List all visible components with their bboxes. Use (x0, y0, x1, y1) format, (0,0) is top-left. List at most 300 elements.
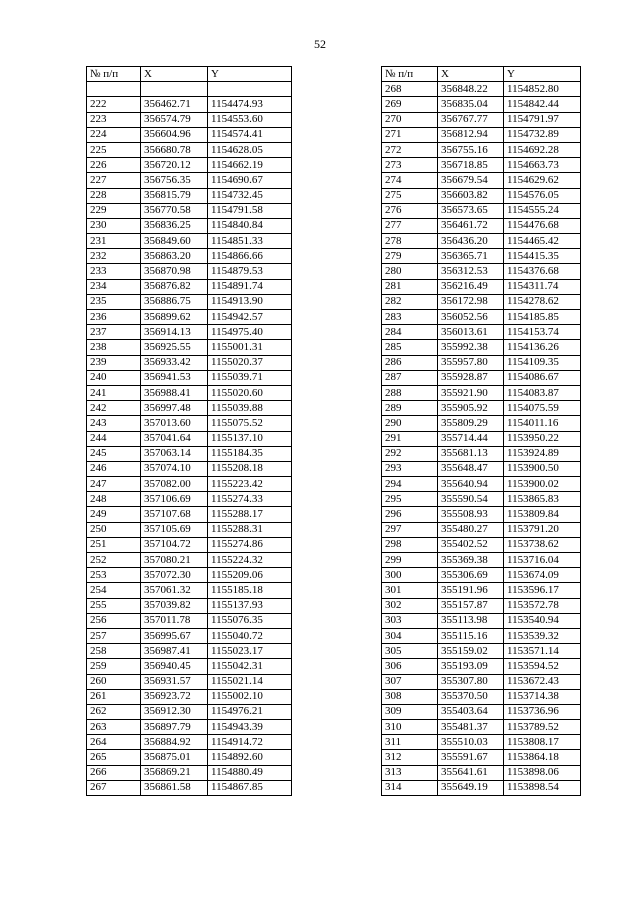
cell-num: 264 (87, 735, 141, 750)
cell-y: 1155288.31 (208, 522, 292, 537)
cell-y: 1155137.10 (208, 431, 292, 446)
cell-x: 355369.38 (438, 553, 504, 568)
table-body-left (87, 82, 292, 796)
cell-x: 355191.96 (438, 583, 504, 598)
cell-x: 355113.98 (438, 613, 504, 628)
cell-num: 251 (87, 537, 141, 552)
cell-x: 356997.48 (141, 401, 208, 416)
table-row (382, 234, 581, 249)
cell-x: 356770.58 (141, 203, 208, 218)
table-row (382, 325, 581, 340)
cell-x: 356848.22 (438, 82, 504, 97)
table-row (382, 750, 581, 765)
table-row (382, 188, 581, 203)
cell-num: 281 (382, 279, 438, 294)
table-row (382, 294, 581, 309)
cell-x: 356914.13 (141, 325, 208, 340)
cell-num: 279 (382, 249, 438, 264)
cell-y: 1153865.83 (504, 492, 581, 507)
cell-num: 277 (382, 218, 438, 233)
cell-y: 1154880.49 (208, 765, 292, 780)
cell-x: 355307.80 (438, 674, 504, 689)
table-row (382, 461, 581, 476)
table-row (87, 294, 292, 309)
cell-x: 357072.30 (141, 568, 208, 583)
cell-num: 230 (87, 218, 141, 233)
table-row (87, 97, 292, 112)
table-row (87, 644, 292, 659)
cell-num: 225 (87, 142, 141, 157)
table-row (87, 674, 292, 689)
cell-num: 267 (87, 780, 141, 795)
table-row (87, 750, 292, 765)
cell-y: 1154791.58 (208, 203, 292, 218)
cell-y: 1154011.16 (504, 416, 581, 431)
table-row (87, 613, 292, 628)
cell-y: 1153808.17 (504, 735, 581, 750)
cell-y: 1153571.14 (504, 644, 581, 659)
cell-x: 355402.52 (438, 537, 504, 552)
cell-num: 271 (382, 127, 438, 142)
cell-num: 245 (87, 446, 141, 461)
table-row (382, 553, 581, 568)
cell-y: 1154851.33 (208, 234, 292, 249)
table-row (382, 82, 581, 97)
cell-y: 1154943.39 (208, 720, 292, 735)
cell-num: 308 (382, 689, 438, 704)
table-row (382, 644, 581, 659)
table-row (382, 158, 581, 173)
cell-num: 289 (382, 401, 438, 416)
table-row (87, 340, 292, 355)
table-row (382, 583, 581, 598)
table-row (382, 173, 581, 188)
cell-x: 355809.29 (438, 416, 504, 431)
cell-y: 1153540.94 (504, 613, 581, 628)
table-row (382, 385, 581, 400)
cell-num: 253 (87, 568, 141, 583)
table-row (87, 553, 292, 568)
header-y: Y (504, 67, 581, 82)
cell-num: 294 (382, 477, 438, 492)
cell-y: 1153738.62 (504, 537, 581, 552)
table-row (87, 218, 292, 233)
table-row (87, 325, 292, 340)
cell-y: 1154311.74 (504, 279, 581, 294)
cell-y: 1154914.72 (208, 735, 292, 750)
table-row (87, 704, 292, 719)
cell-y: 1153900.02 (504, 477, 581, 492)
header-num: № п/п (87, 67, 141, 82)
table-body-right (382, 82, 581, 796)
table-row (87, 659, 292, 674)
cell-num: 250 (87, 522, 141, 537)
cell-y: 1155274.33 (208, 492, 292, 507)
cell-x: 357105.69 (141, 522, 208, 537)
cell-num: 224 (87, 127, 141, 142)
table-row (87, 689, 292, 704)
cell-x: 355306.69 (438, 568, 504, 583)
cell-y: 1155021.14 (208, 674, 292, 689)
cell-y: 1155076.35 (208, 613, 292, 628)
cell-y: 1155274.86 (208, 537, 292, 552)
table-row (382, 674, 581, 689)
cell-y: 1153900.50 (504, 461, 581, 476)
table-row (382, 218, 581, 233)
cell-x: 355649.19 (438, 780, 504, 795)
cell-num: 260 (87, 674, 141, 689)
cell-y: 1155137.93 (208, 598, 292, 613)
cell-y: 1153789.52 (504, 720, 581, 735)
cell-x: 356861.58 (141, 780, 208, 795)
cell-y: 1155223.42 (208, 477, 292, 492)
cell-x: 355681.13 (438, 446, 504, 461)
cell-y: 1154913.90 (208, 294, 292, 309)
cell-y: 1154553.60 (208, 112, 292, 127)
cell-y: 1153714.38 (504, 689, 581, 704)
cell-y: 1155039.71 (208, 370, 292, 385)
cell-x: 355403.64 (438, 704, 504, 719)
cell-y: 1155288.17 (208, 507, 292, 522)
cell-num: 273 (382, 158, 438, 173)
table-row (382, 765, 581, 780)
cell-y: 1154866.66 (208, 249, 292, 264)
cell-x: 355957.80 (438, 355, 504, 370)
cell-y: 1154692.28 (504, 142, 581, 157)
table-row (87, 507, 292, 522)
table-row (87, 416, 292, 431)
cell-y: 1153736.96 (504, 704, 581, 719)
cell-x: 356940.45 (141, 659, 208, 674)
cell-x: 355159.02 (438, 644, 504, 659)
cell-num: 310 (382, 720, 438, 735)
cell-x: 356835.04 (438, 97, 504, 112)
cell-y: 1153596.17 (504, 583, 581, 598)
cell-y: 1155208.18 (208, 461, 292, 476)
cell-y: 1154891.74 (208, 279, 292, 294)
table-row (382, 416, 581, 431)
cell-x: 355370.50 (438, 689, 504, 704)
table-row (87, 279, 292, 294)
cell-num: 247 (87, 477, 141, 492)
cell-x: 356216.49 (438, 279, 504, 294)
cell-y: 1154109.35 (504, 355, 581, 370)
cell-x: 356884.92 (141, 735, 208, 750)
cell-num: 226 (87, 158, 141, 173)
cell-y: 1153572.78 (504, 598, 581, 613)
table-row (87, 234, 292, 249)
table-row (87, 568, 292, 583)
table-row (382, 446, 581, 461)
cell-x: 355648.47 (438, 461, 504, 476)
cell-num: 252 (87, 553, 141, 568)
table-row (382, 735, 581, 750)
cell-num: 243 (87, 416, 141, 431)
cell-num: 231 (87, 234, 141, 249)
cell-num: 291 (382, 431, 438, 446)
cell-num: 266 (87, 765, 141, 780)
table-row (382, 780, 581, 795)
cell-x: 356312.53 (438, 264, 504, 279)
cell-x: 356869.21 (141, 765, 208, 780)
cell-num: 263 (87, 720, 141, 735)
cell-y (208, 82, 292, 97)
coordinates-table-right (381, 66, 581, 796)
cell-num: 223 (87, 112, 141, 127)
cell-x: 356849.60 (141, 234, 208, 249)
table-row (382, 127, 581, 142)
cell-x: 355510.03 (438, 735, 504, 750)
table-row (87, 355, 292, 370)
cell-x: 356870.98 (141, 264, 208, 279)
cell-x: 356574.79 (141, 112, 208, 127)
cell-x: 356680.78 (141, 142, 208, 157)
cell-num: 283 (382, 310, 438, 325)
cell-num: 233 (87, 264, 141, 279)
cell-y: 1155039.88 (208, 401, 292, 416)
cell-num: 272 (382, 142, 438, 157)
cell-num: 306 (382, 659, 438, 674)
table-row (87, 158, 292, 173)
table-row (382, 659, 581, 674)
table-row (87, 492, 292, 507)
cell-num: 236 (87, 310, 141, 325)
cell-x: 356603.82 (438, 188, 504, 203)
table-row (87, 446, 292, 461)
table-row (382, 142, 581, 157)
cell-num: 309 (382, 704, 438, 719)
cell-num: 254 (87, 583, 141, 598)
cell-num: 270 (382, 112, 438, 127)
cell-num: 246 (87, 461, 141, 476)
table-row (382, 720, 581, 735)
table-header-row (382, 67, 581, 82)
cell-x: 356767.77 (438, 112, 504, 127)
table-row (382, 628, 581, 643)
cell-num: 249 (87, 507, 141, 522)
cell-num: 248 (87, 492, 141, 507)
cell-y: 1154690.67 (208, 173, 292, 188)
cell-num: 282 (382, 294, 438, 309)
cell-x: 356933.42 (141, 355, 208, 370)
cell-y: 1153791.20 (504, 522, 581, 537)
cell-num: 240 (87, 370, 141, 385)
page-number: 52 (314, 37, 326, 51)
cell-x: 357082.00 (141, 477, 208, 492)
cell-x: 356941.53 (141, 370, 208, 385)
cell-y: 1154465.42 (504, 234, 581, 249)
cell-y: 1154086.67 (504, 370, 581, 385)
table-header-row (87, 67, 292, 82)
table-row (87, 628, 292, 643)
table-row (382, 689, 581, 704)
cell-y: 1154476.68 (504, 218, 581, 233)
table-row (87, 401, 292, 416)
table-row (382, 522, 581, 537)
cell-y: 1155075.52 (208, 416, 292, 431)
table-row (87, 477, 292, 492)
cell-num: 313 (382, 765, 438, 780)
cell-y: 1154376.68 (504, 264, 581, 279)
cell-x (141, 82, 208, 97)
table-row (87, 249, 292, 264)
cell-x: 355590.54 (438, 492, 504, 507)
cell-num: 301 (382, 583, 438, 598)
table-row (382, 203, 581, 218)
cell-x: 356995.67 (141, 628, 208, 643)
table-row (382, 507, 581, 522)
table-row (382, 264, 581, 279)
table-row (382, 112, 581, 127)
table-row (87, 82, 292, 97)
cell-y: 1154976.21 (208, 704, 292, 719)
cell-num: 237 (87, 325, 141, 340)
cell-num: 265 (87, 750, 141, 765)
cell-y: 1153594.52 (504, 659, 581, 674)
cell-x: 357013.60 (141, 416, 208, 431)
header-x: X (141, 67, 208, 82)
cell-num: 303 (382, 613, 438, 628)
cell-y: 1153672.43 (504, 674, 581, 689)
cell-y: 1154083.87 (504, 385, 581, 400)
table-row (87, 735, 292, 750)
table-row (87, 765, 292, 780)
table-row (87, 310, 292, 325)
table-row (382, 537, 581, 552)
cell-x: 355480.27 (438, 522, 504, 537)
cell-num: 234 (87, 279, 141, 294)
cell-num: 295 (382, 492, 438, 507)
cell-x: 356462.71 (141, 97, 208, 112)
table-row (382, 97, 581, 112)
cell-num: 302 (382, 598, 438, 613)
cell-x: 355481.37 (438, 720, 504, 735)
cell-x: 355641.61 (438, 765, 504, 780)
cell-y: 1154842.44 (504, 97, 581, 112)
cell-num: 296 (382, 507, 438, 522)
cell-num: 227 (87, 173, 141, 188)
cell-x: 355157.87 (438, 598, 504, 613)
cell-x: 355992.38 (438, 340, 504, 355)
table-row (87, 720, 292, 735)
cell-x: 356756.35 (141, 173, 208, 188)
cell-y: 1155185.18 (208, 583, 292, 598)
cell-num: 290 (382, 416, 438, 431)
cell-num: 298 (382, 537, 438, 552)
cell-x: 356604.96 (141, 127, 208, 142)
cell-num: 307 (382, 674, 438, 689)
cell-num: 299 (382, 553, 438, 568)
table-row (382, 370, 581, 385)
cell-y: 1155224.32 (208, 553, 292, 568)
cell-num: 292 (382, 446, 438, 461)
cell-x: 356461.72 (438, 218, 504, 233)
cell-num: 297 (382, 522, 438, 537)
cell-y: 1154852.80 (504, 82, 581, 97)
cell-y: 1153950.22 (504, 431, 581, 446)
table-row (87, 598, 292, 613)
cell-y: 1154555.24 (504, 203, 581, 218)
cell-y: 1154867.85 (208, 780, 292, 795)
cell-x: 356815.79 (141, 188, 208, 203)
cell-y: 1154474.93 (208, 97, 292, 112)
cell-x: 355115.16 (438, 628, 504, 643)
cell-y: 1153716.04 (504, 553, 581, 568)
cell-y: 1155184.35 (208, 446, 292, 461)
cell-x: 355640.94 (438, 477, 504, 492)
cell-x: 357107.68 (141, 507, 208, 522)
table-row (382, 598, 581, 613)
cell-num: 232 (87, 249, 141, 264)
cell-x: 356912.30 (141, 704, 208, 719)
cell-num: 239 (87, 355, 141, 370)
cell-y: 1154879.53 (208, 264, 292, 279)
cell-x: 355921.90 (438, 385, 504, 400)
table-row (87, 385, 292, 400)
cell-y: 1154278.62 (504, 294, 581, 309)
cell-x: 356875.01 (141, 750, 208, 765)
cell-x: 357041.64 (141, 431, 208, 446)
cell-x: 356931.57 (141, 674, 208, 689)
cell-y: 1155001.31 (208, 340, 292, 355)
cell-num: 284 (382, 325, 438, 340)
cell-num: 268 (382, 82, 438, 97)
cell-y: 1154791.97 (504, 112, 581, 127)
cell-x: 356755.16 (438, 142, 504, 157)
header-x: X (438, 67, 504, 82)
header-y: Y (208, 67, 292, 82)
cell-x: 356365.71 (438, 249, 504, 264)
cell-y: 1154732.45 (208, 188, 292, 203)
cell-y: 1154840.84 (208, 218, 292, 233)
table-row (382, 355, 581, 370)
cell-x: 357039.82 (141, 598, 208, 613)
table-row (382, 568, 581, 583)
cell-num: 229 (87, 203, 141, 218)
cell-x: 356436.20 (438, 234, 504, 249)
cell-x: 356897.79 (141, 720, 208, 735)
cell-num: 261 (87, 689, 141, 704)
cell-num: 275 (382, 188, 438, 203)
table-row (87, 173, 292, 188)
cell-x: 356886.75 (141, 294, 208, 309)
cell-num: 259 (87, 659, 141, 674)
table-row (382, 704, 581, 719)
cell-num: 235 (87, 294, 141, 309)
cell-y: 1154662.19 (208, 158, 292, 173)
cell-y: 1153539.32 (504, 628, 581, 643)
cell-num: 293 (382, 461, 438, 476)
cell-x: 356899.62 (141, 310, 208, 325)
table-row (87, 142, 292, 157)
cell-y: 1154892.60 (208, 750, 292, 765)
table-row (87, 583, 292, 598)
cell-num: 255 (87, 598, 141, 613)
cell-y: 1153864.18 (504, 750, 581, 765)
table-row (87, 188, 292, 203)
cell-x: 357061.32 (141, 583, 208, 598)
cell-num: 262 (87, 704, 141, 719)
cell-y: 1154576.05 (504, 188, 581, 203)
cell-num: 256 (87, 613, 141, 628)
table-row (382, 249, 581, 264)
cell-x: 356925.55 (141, 340, 208, 355)
cell-num: 257 (87, 628, 141, 643)
table-row (87, 264, 292, 279)
cell-num: 280 (382, 264, 438, 279)
table-row (382, 279, 581, 294)
cell-x: 357011.78 (141, 613, 208, 628)
